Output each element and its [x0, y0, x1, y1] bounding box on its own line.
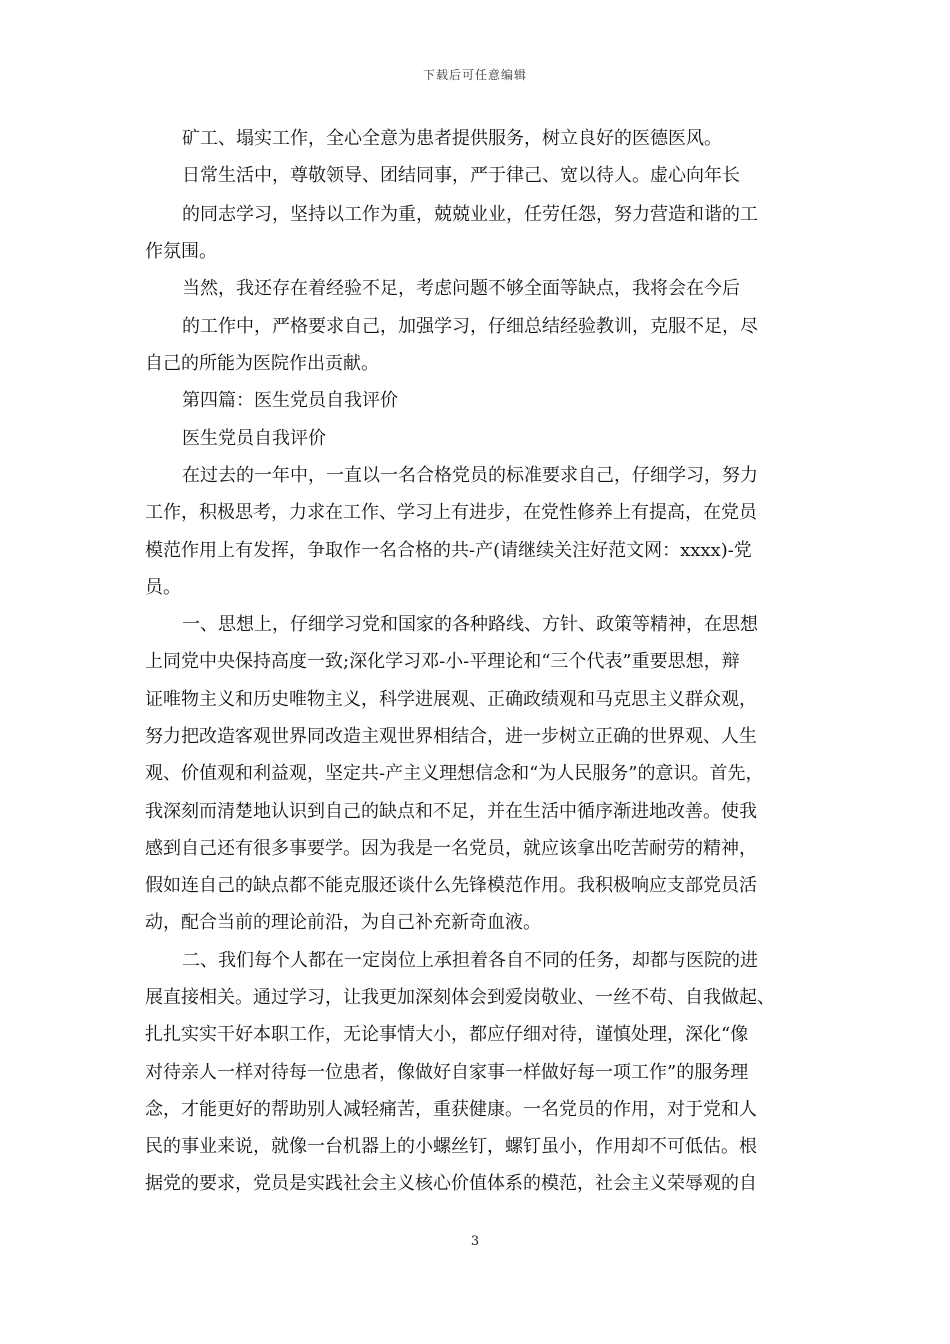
text-line: 矿工、塌实工作，全心全意为患者提供服务，树立良好的医德医风。: [182, 128, 722, 149]
text-line: 观、价值观和利益观，坚定共-产主义理想信念和“为人民服务”的意识。首先，: [145, 763, 764, 784]
page-header: 下载后可任意编辑: [422, 68, 527, 82]
text-line: 努力把改造客观世界同改造主观世界相结合，进一步树立正确的世界观、人生: [145, 726, 757, 747]
text-line: 在过去的一年中，一直以一名合格党员的标准要求自己，仔细学习，努力: [182, 465, 758, 486]
text-line: 的同志学习，坚持以工作为重，兢兢业业，任劳任怨，努力营造和谐的工: [182, 204, 758, 225]
text-line: 上同党中央保持高度一致;深化学习邓-小-平理论和“三个代表”重要思想，辩: [145, 651, 740, 672]
text-line: 模范作用上有发挥，争取作一名合格的共-产(请继续关注好范文网：xxxx)-党: [145, 540, 752, 561]
text-line: 的工作中，严格要求自己，加强学习，仔细总结经验教训，克服不足，尽: [182, 316, 758, 337]
text-line: 二、我们每个人都在一定岗位上承担着各自不同的任务，却都与医院的进: [182, 950, 758, 971]
text-line: 员。: [145, 577, 181, 598]
text-line: 民的事业来说，就像一台机器上的小螺丝钉，螺钉虽小，作用却不可低估。根: [145, 1136, 757, 1157]
text-line: 感到自己还有很多事要学。因为我是一名党员，就应该拿出吃苦耐劳的精神，: [145, 838, 757, 859]
text-line: 扎扎实实干好本职工作，无论事情大小，都应仔细对待，谨慎处理，深化“像: [145, 1024, 749, 1045]
document-title: 医生党员自我评价: [182, 428, 326, 449]
text-line: 自己的所能为医院作出贡献。: [145, 353, 379, 374]
page-number: 3: [470, 1234, 480, 1249]
text-line: 展直接相关。通过学习，让我更加深刻体会到爱岗敬业、一丝不苟、自我做起、: [145, 987, 775, 1008]
text-line: 日常生活中，尊敬领导、团结同事，严于律己、宽以待人。虚心向年长: [182, 165, 740, 186]
text-line: 对待亲人一样对待每一位患者，像做好自家事一样做好每一项工作”的服务理: [145, 1062, 749, 1083]
text-line: 念，才能更好的帮助别人减轻痛苦，重获健康。一名党员的作用，对于党和人: [145, 1099, 757, 1120]
text-line: 一、思想上，仔细学习党和国家的各种路线、方针、政策等精神，在思想: [182, 614, 758, 635]
text-line: 证唯物主义和历史唯物主义，科学进展观、正确政绩观和马克思主义群众观，: [145, 689, 757, 710]
section-title: 第四篇：医生党员自我评价: [182, 390, 398, 411]
text-line: 据党的要求，党员是实践社会主义核心价值体系的模范，社会主义荣辱观的自: [145, 1173, 757, 1194]
text-line: 当然，我还存在着经验不足，考虑问题不够全面等缺点，我将会在今后: [182, 278, 740, 299]
text-line: 动，配合当前的理论前沿，为自己补充新奇血液。: [145, 912, 541, 933]
text-line: 工作，积极思考，力求在工作、学习上有进步，在党性修养上有提高，在党员: [145, 502, 757, 523]
text-line: 我深刻而清楚地认识到自己的缺点和不足，并在生活中循序渐进地改善。使我: [145, 801, 757, 822]
text-line: 作氛围。: [145, 241, 217, 262]
text-line: 假如连自己的缺点都不能克服还谈什么先锋模范作用。我积极响应支部党员活: [145, 875, 757, 896]
